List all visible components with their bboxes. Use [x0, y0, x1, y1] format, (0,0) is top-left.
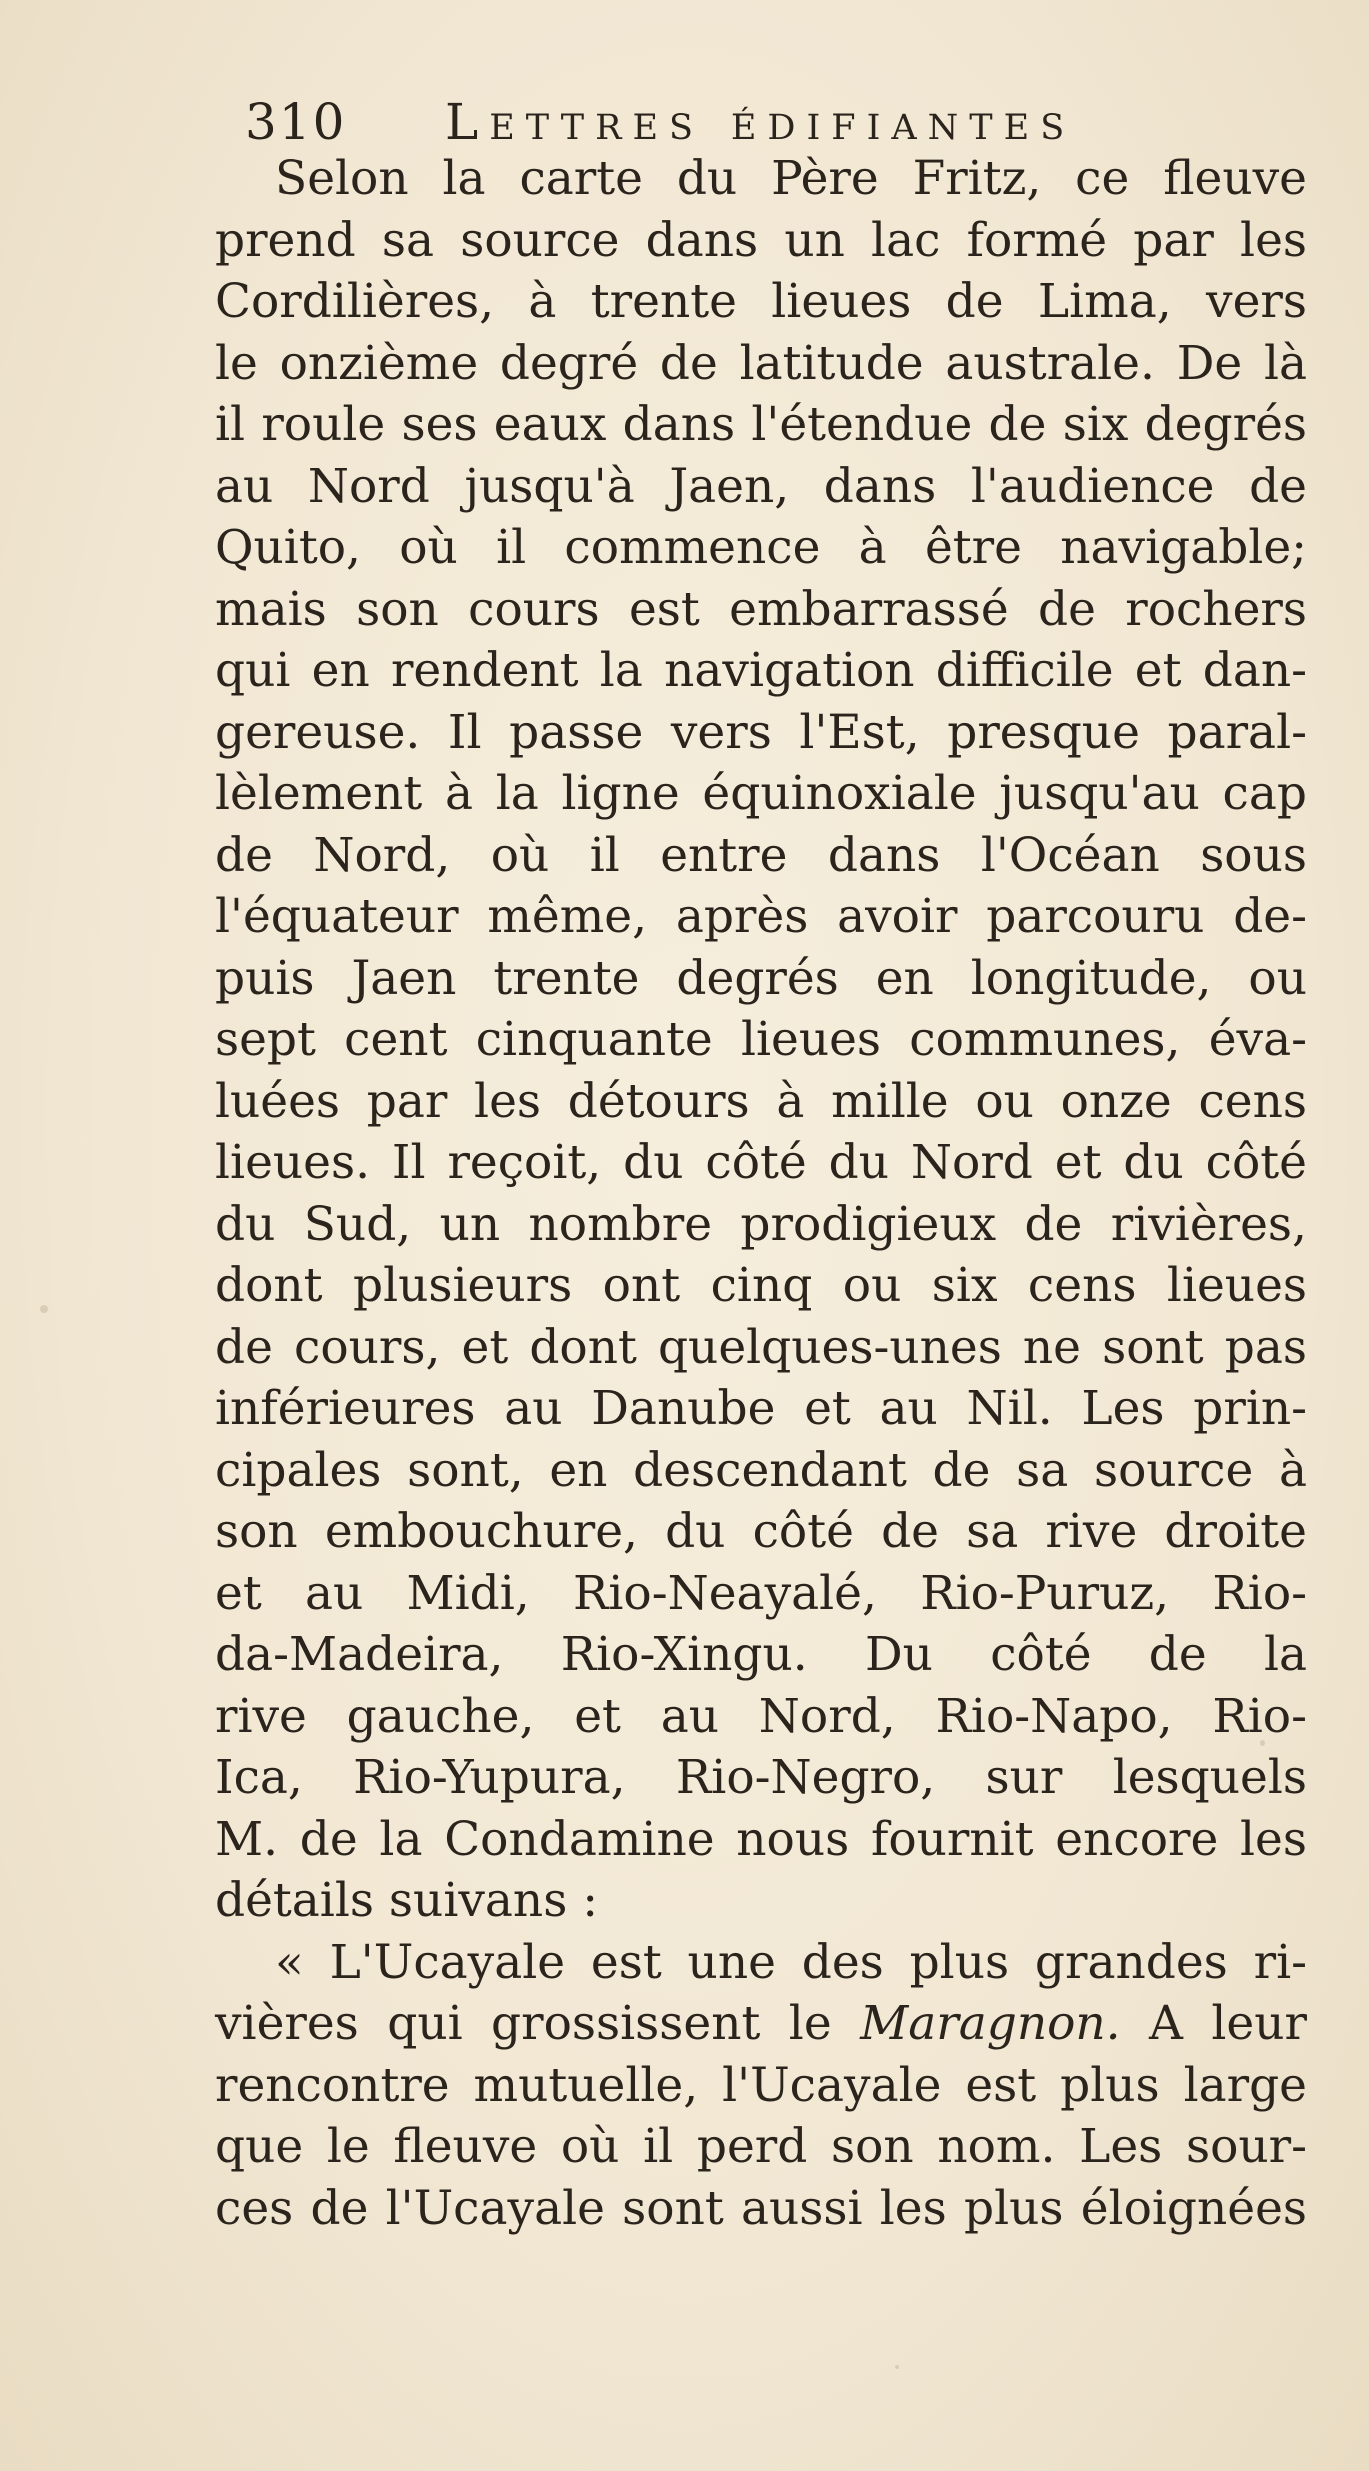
text-line: du Sud, un nombre prodigieux de rivières,	[215, 1196, 1307, 1252]
text-line: il roule ses eaux dans l'étendue de six degrés	[215, 397, 1307, 452]
page-header	[245, 92, 1145, 152]
text-line: rive gauche, et au Nord, Rio-Napo, Rio-	[215, 1688, 1307, 1744]
text-line: inférieures au Danube et au Nil. Les prin-	[215, 1381, 1307, 1436]
text-line: de Nord, où il entre dans l'Océan sous	[215, 827, 1307, 883]
text-segment: A leur	[1149, 1996, 1307, 2051]
text-segment: vières qui grossissent le	[215, 1996, 832, 2051]
text-line: gereuse. Il passe vers l'Est, presque paral-	[215, 704, 1307, 760]
text-line-with-italic	[215, 1993, 1307, 2055]
text-line: de cours, et dont quelques-unes ne sont pas	[215, 1319, 1307, 1375]
paper-speck	[1260, 1740, 1265, 1746]
text-line: Selon la carte du Père Fritz, ce fleuve	[275, 151, 1307, 206]
text-line: dont plusieurs ont cinq ou six cens lieues	[215, 1258, 1307, 1313]
river-name-italic: Maragnon.	[860, 1996, 1121, 2051]
text-line: Ica, Rio-Yupura, Rio-Negro, sur lesquels	[215, 1750, 1307, 1805]
text-line: lèlement à la ligne équinoxiale jusqu'au cap	[215, 766, 1307, 821]
text-line: au Nord jusqu'à Jaen, dans l'audience de	[215, 458, 1307, 514]
text-line: mais son cours est embarrassé de rochers	[215, 581, 1307, 637]
text-line: cipales sont, en descendant de sa source à	[215, 1442, 1307, 1498]
text-line: da-Madeira, Rio-Xingu. Du côté de la	[215, 1627, 1307, 1682]
page-number: 310	[245, 93, 347, 151]
running-title: Lettres édifiantes	[445, 93, 1076, 151]
text-line: son embouchure, du côté de sa rive droite	[215, 1504, 1307, 1559]
paper-speck	[895, 2365, 899, 2369]
text-line: détails suivans :	[215, 1873, 599, 1928]
body-text	[215, 148, 1307, 2239]
text-line: le onzième degré de latitude australe. De là	[215, 335, 1307, 391]
text-line: l'équateur même, après avoir parcouru de-	[215, 889, 1307, 944]
text-line: Quito, où il commence à être navigable;	[215, 520, 1307, 575]
paper-speck	[40, 1305, 48, 1313]
paragraph-2	[215, 1932, 1307, 2240]
paragraph-1	[215, 148, 1307, 1932]
text-line: lieues. Il reçoit, du côté du Nord et du côté	[215, 1135, 1307, 1190]
text-line: Cordilières, à trente lieues de Lima, vers	[215, 274, 1307, 329]
text-line: que le fleuve où il perd son nom. Les sour-	[215, 2119, 1307, 2174]
text-line: ces de l'Ucayale sont aussi les plus éloignées	[215, 2180, 1307, 2236]
text-line: M. de la Condamine nous fournit encore les	[215, 1811, 1307, 1867]
text-line: rencontre mutuelle, l'Ucayale est plus large	[215, 2057, 1307, 2113]
text-line: prend sa source dans un lac formé par les	[215, 212, 1307, 268]
text-line: qui en rendent la navigation difficile et dan-	[215, 643, 1307, 698]
text-line: luées par les détours à mille ou onze cens	[215, 1073, 1307, 1129]
text-line: et au Midi, Rio-Neayalé, Rio-Puruz, Rio-	[215, 1565, 1307, 1621]
text-line: puis Jaen trente degrés en longitude, ou	[215, 950, 1307, 1006]
text-line: « L'Ucayale est une des plus grandes ri-	[275, 1934, 1307, 1990]
text-line: sept cent cinquante lieues communes, éva-	[215, 1012, 1307, 1067]
